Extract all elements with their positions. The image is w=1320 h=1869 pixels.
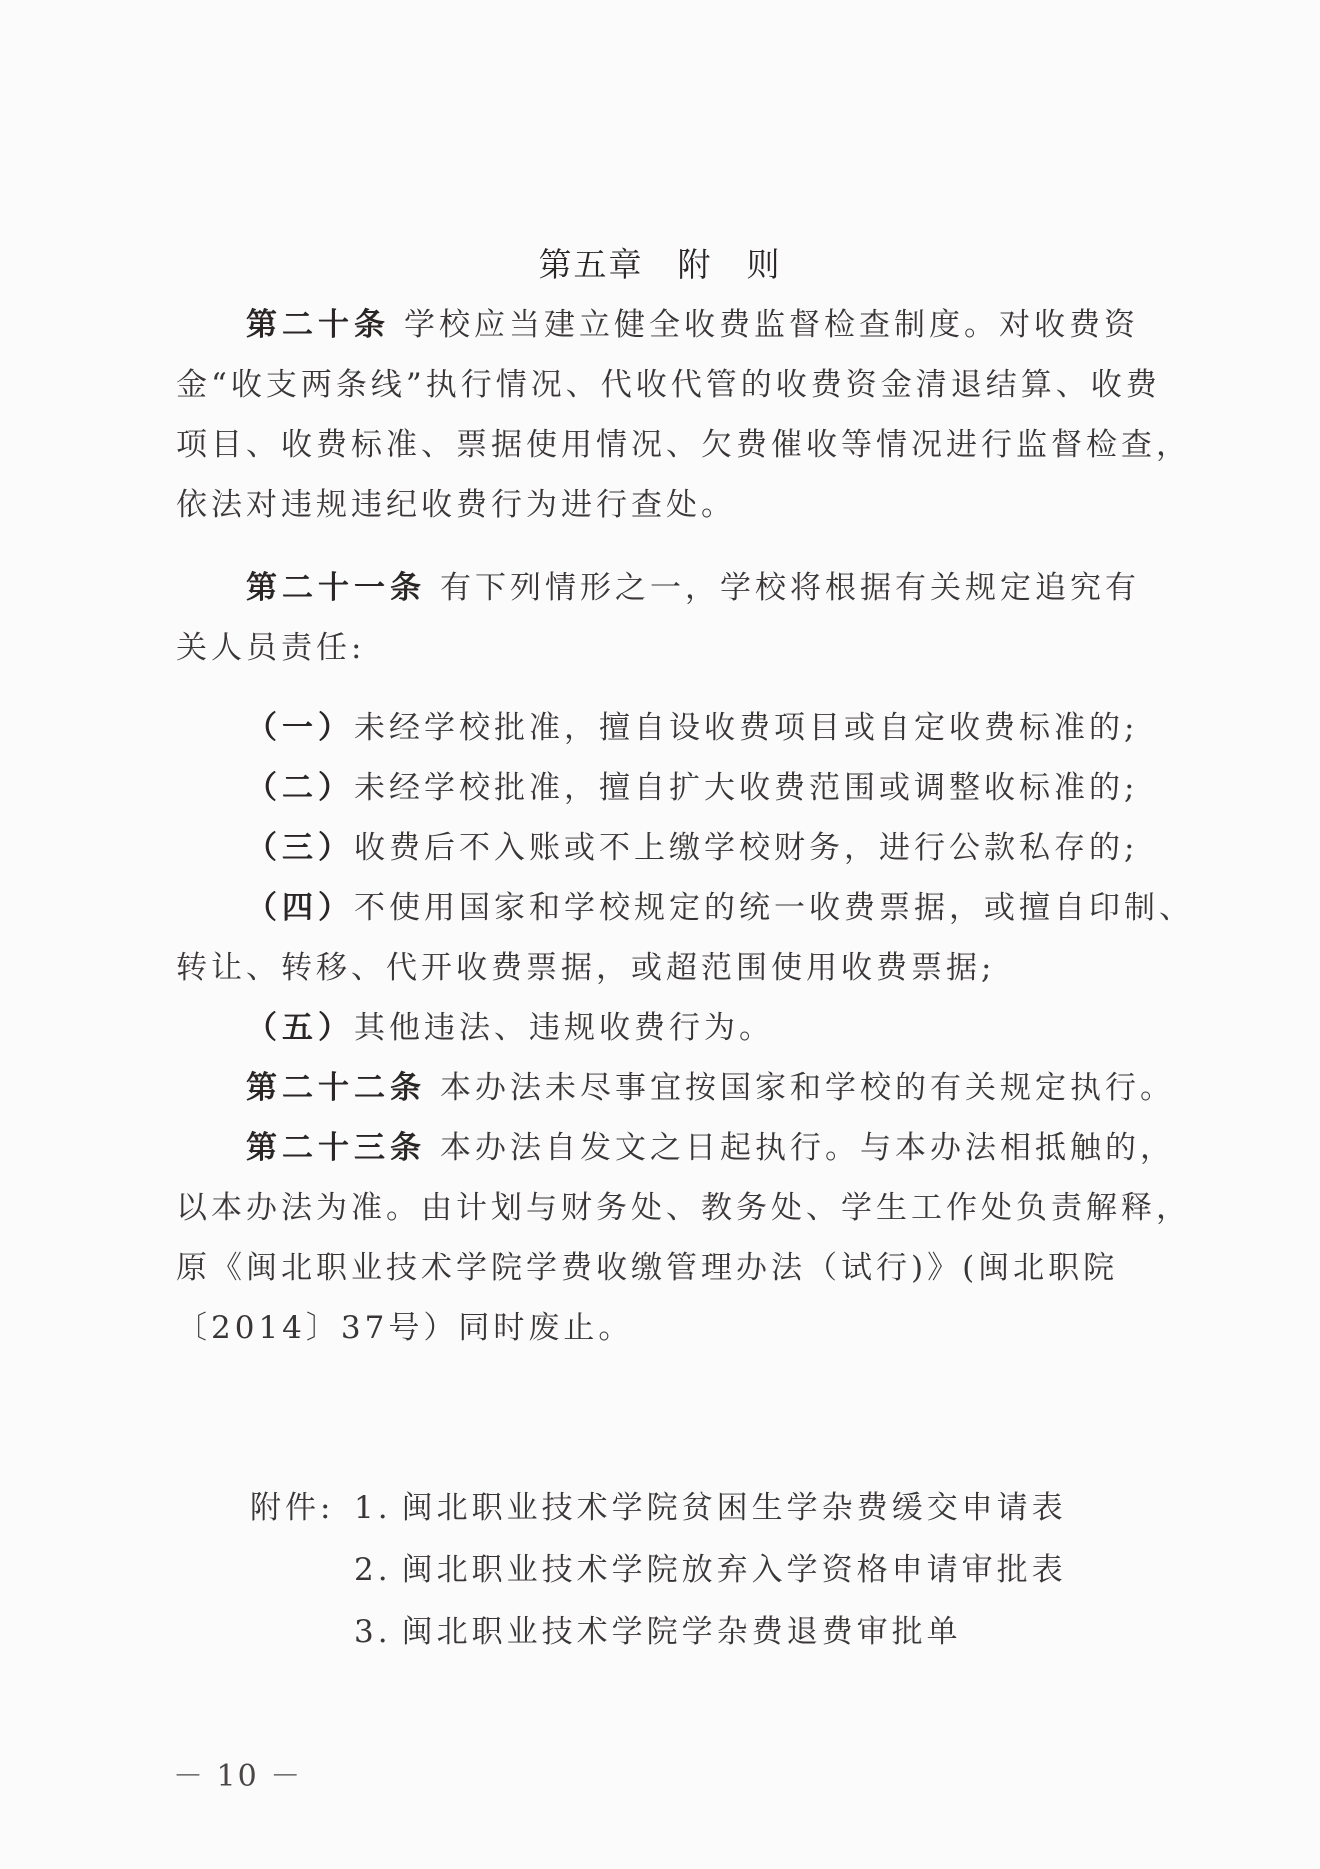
- article-21-heading: 第二十一条: [246, 570, 426, 606]
- article-22-text: 本办法未尽事宜按国家和学校的有关规定执行。: [440, 1070, 1175, 1106]
- list-item-text: 不使用国家和学校规定的统一收费票据，或擅自印制、: [354, 890, 1194, 926]
- attachment-title: 闽北职业技术学院放弃入学资格申请审批表: [401, 1552, 1067, 1588]
- article-23-first-line: [246, 1128, 1175, 1168]
- article-23-text: 本办法自发文之日起执行。与本办法相抵触的，: [440, 1130, 1175, 1166]
- article-21-text: 有下列情形之一，学校将根据有关规定追究有: [440, 570, 1140, 606]
- chapter-title-word2: 则: [746, 245, 782, 284]
- article-23-heading: 第二十三条: [246, 1130, 426, 1166]
- list-item-marker: （三）: [246, 830, 354, 866]
- list-item-marker: （二）: [246, 770, 354, 806]
- attachment-number: 3.: [354, 1614, 392, 1650]
- attachment-item: [354, 1550, 1067, 1590]
- chapter-title-word1: 附: [677, 245, 713, 284]
- list-item-text: 其他违法、违规收费行为。: [354, 1010, 774, 1046]
- article-20-line: 项目、收费标准、票据使用情况、欠费催收等情况进行监督检查，: [176, 427, 1191, 463]
- list-item-marker: （五）: [246, 1010, 354, 1046]
- article-20-line: 金“收支两条线”执行情况、代收代管的收费资金清退结算、收费: [176, 367, 1161, 403]
- attachment-item: [354, 1612, 962, 1652]
- article-23-line: 〔2014〕37号）同时废止。: [176, 1310, 634, 1346]
- article-20-heading: 第二十条: [246, 307, 390, 343]
- list-item-text: 未经学校批准，擅自设收费项目或自定收费标准的;: [354, 710, 1139, 746]
- page-number: － 10 －: [173, 1759, 303, 1794]
- attachment-number: 2.: [354, 1552, 392, 1588]
- list-item-text: 未经学校批准，擅自扩大收费范围或调整收标准的;: [354, 770, 1139, 806]
- article-20-first-line: [246, 305, 1139, 345]
- chapter-title: [0, 243, 1320, 287]
- list-item: [246, 768, 1138, 808]
- list-item: [246, 1008, 774, 1048]
- attachments-label: 附件:: [250, 1490, 335, 1526]
- list-item: [246, 828, 1138, 868]
- article-21-first-line: [246, 568, 1140, 608]
- article-23-line: 原《闽北职业技术学院学费收缴管理办法（试行)》(闽北职院: [176, 1250, 1119, 1286]
- list-item-text: 收费后不入账或不上缴学校财务，进行公款私存的;: [354, 830, 1139, 866]
- list-item: [246, 708, 1138, 748]
- attachment-title: 闽北职业技术学院贫困生学杂费缓交申请表: [401, 1490, 1067, 1526]
- attachment-title: 闽北职业技术学院学杂费退费审批单: [401, 1614, 962, 1650]
- article-21-line: 关人员责任:: [176, 630, 366, 666]
- list-item: [246, 888, 1194, 928]
- list-item-continuation: 转让、转移、代开收费票据，或超范围使用收费票据;: [176, 950, 996, 986]
- list-item-marker: （一）: [246, 710, 354, 746]
- article-23-line: 以本办法为准。由计划与财务处、教务处、学生工作处负责解释，: [176, 1190, 1191, 1226]
- article-20-text: 学校应当建立健全收费监督检查制度。对收费资: [404, 307, 1139, 343]
- list-item-marker: （四）: [246, 890, 354, 926]
- article-22-first-line: [246, 1068, 1175, 1108]
- attachment-number: 1.: [354, 1490, 392, 1526]
- attachment-item: [354, 1488, 1067, 1528]
- article-20-line: 依法对违规违纪收费行为进行查处。: [176, 487, 736, 523]
- chapter-title-number: 第五章: [538, 245, 644, 284]
- article-22-heading: 第二十二条: [246, 1070, 426, 1106]
